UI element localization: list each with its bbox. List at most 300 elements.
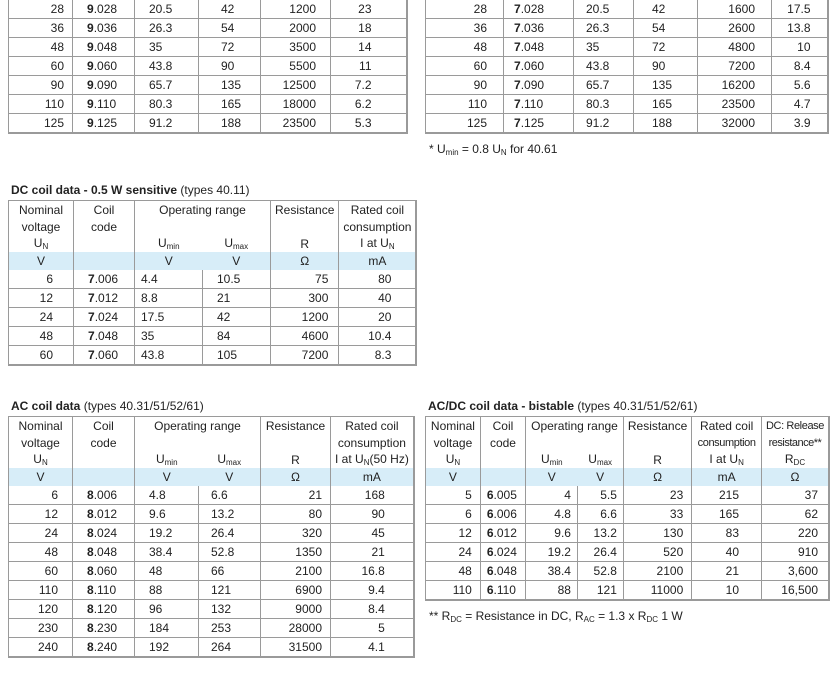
coil-code-suffix: .090 (93, 78, 118, 92)
table-cell: 110 (426, 95, 504, 114)
table-cell: 7200 (698, 57, 772, 76)
table-row (9, 289, 417, 308)
unit-cell: mA (339, 252, 417, 270)
table-cell: 91.2 (574, 114, 634, 134)
table-cell: 54 (634, 19, 698, 38)
table-cell: 75 (271, 270, 339, 289)
table-row (426, 38, 828, 57)
top-right-table (425, 0, 829, 134)
coil-code-prefix: 9 (87, 21, 94, 35)
unit-cell: V (577, 468, 623, 486)
table-cell: 6 (51, 488, 58, 502)
coil-code-cell (73, 600, 135, 619)
table-cell: 4 (526, 486, 578, 505)
unit-cell: mA (331, 468, 414, 486)
coil-code-cell (480, 486, 525, 505)
table-row (426, 0, 828, 19)
table-cell: 253 (199, 619, 261, 638)
table-cell: 48 (426, 38, 504, 57)
coil-code-prefix: 7 (514, 97, 521, 111)
header-operating-range: Operating range (135, 201, 271, 219)
header-rated-coil: Rated coil (692, 417, 762, 435)
table-cell: 48 (9, 327, 74, 346)
coil-code-suffix: .110 (93, 97, 117, 111)
table-cell: 80 (261, 505, 331, 524)
table-cell: 90 (634, 57, 698, 76)
table-cell: 88 (135, 581, 199, 600)
table-cell: 72 (199, 38, 261, 57)
units-row (9, 252, 417, 270)
unit-cell (74, 252, 135, 270)
table-row (426, 19, 828, 38)
coil-code-suffix: .005 (493, 488, 517, 502)
table-cell: 10.4 (339, 327, 417, 346)
table-cell: 28 (473, 2, 487, 16)
coil-code-cell (480, 562, 525, 581)
table-cell: 80 (339, 270, 417, 289)
header-un: $U_N$ (33, 236, 49, 251)
table-cell: 8.4 (772, 57, 828, 76)
table-cell: 32000 (698, 114, 772, 134)
table-cell: 125 (426, 114, 504, 134)
coil-code-suffix: .012 (94, 291, 119, 305)
unit-cell (73, 468, 135, 486)
unit-cell: V (9, 252, 74, 270)
table-cell: 21 (331, 543, 414, 562)
table-cell: 300 (271, 289, 339, 308)
table-cell: 1200 (261, 0, 331, 19)
bistable-title: AC/DC coil data - bistable (types 40.31/51/52/61) (428, 399, 698, 413)
table-row (9, 600, 414, 619)
coil-code-cell (73, 543, 135, 562)
header-umin: $U_{min}$ (135, 235, 203, 252)
table-row (9, 95, 407, 114)
table-cell: 6 (426, 505, 481, 524)
table-cell: 165 (634, 95, 698, 114)
table-cell: 11 (331, 57, 407, 76)
table-cell: 88 (526, 581, 578, 601)
table-cell: 5 (465, 488, 472, 502)
table-row (426, 95, 828, 114)
table-cell: 35 (574, 38, 634, 57)
table-cell: 65.7 (135, 76, 199, 95)
table-row (426, 114, 828, 134)
table-cell: 20.5 (574, 0, 634, 19)
header-rated-coil: Rated coil (331, 417, 414, 435)
table-row (9, 38, 407, 57)
coil-code-suffix: .036 (520, 21, 545, 35)
table-cell: 110 (9, 95, 73, 114)
table-cell: 36 (426, 19, 504, 38)
coil-code-prefix: 7 (514, 116, 521, 130)
table-cell: 43.8 (135, 346, 203, 366)
table-cell: 130 (623, 524, 691, 543)
dc-sensitive-title: DC coil data - 0.5 W sensitive (types 40.11) (11, 183, 250, 197)
umin-footnote: * $U_{min} = 0.8$ $U_N$ for 40.61 (429, 142, 558, 157)
unit-cell: mA (692, 468, 762, 486)
coil-code-prefix: 6 (486, 545, 494, 559)
table-cell: 2100 (261, 562, 331, 581)
header-consumption: consumption (692, 434, 762, 451)
coil-code-suffix: .230 (93, 621, 118, 635)
table-cell: 28 (50, 2, 64, 16)
coil-code-prefix: 6 (486, 583, 494, 597)
coil-code-cell (74, 346, 135, 366)
table-cell: 40 (692, 543, 762, 562)
table-cell: 16.8 (331, 562, 414, 581)
coil-code-prefix: 8 (87, 583, 94, 597)
table-cell: 5500 (261, 57, 331, 76)
header-i: I at $U_N$ (339, 235, 417, 252)
table-cell: 3500 (261, 38, 331, 57)
coil-code-suffix: .028 (520, 2, 545, 16)
table-row (426, 76, 828, 95)
table-row (426, 524, 830, 543)
table-cell: 10 (692, 581, 762, 601)
header-dc-release: DC: Release (762, 417, 830, 435)
header-resistance: Resistance (261, 417, 331, 435)
coil-code-cell (74, 289, 135, 308)
table-row (9, 19, 407, 38)
table-cell: 9.6 (526, 524, 578, 543)
table-cell: 60 (9, 57, 73, 76)
coil-code-suffix: .110 (493, 583, 516, 597)
header-umin: $U_{min}$ (135, 451, 199, 468)
table-row (426, 543, 830, 562)
table-cell: 72 (634, 38, 698, 57)
header-voltage: voltage (433, 435, 473, 450)
table-row (9, 524, 414, 543)
coil-code-prefix: 7 (88, 348, 95, 362)
coil-code-cell (73, 562, 135, 581)
table-cell: 188 (634, 114, 698, 134)
coil-code-suffix: .060 (94, 348, 119, 362)
table-cell: 24 (426, 543, 481, 562)
coil-code-prefix: 9 (87, 2, 94, 16)
table-cell: 21 (203, 289, 271, 308)
coil-code-suffix: .036 (93, 21, 118, 35)
header-i: I at $U_N(50$ Hz) (331, 451, 414, 468)
header-un: $U_N$ (445, 452, 461, 467)
coil-code-suffix: .024 (493, 545, 517, 559)
coil-code-suffix: .012 (93, 507, 118, 521)
table-cell: 23500 (698, 95, 772, 114)
table-cell: 19.2 (526, 543, 578, 562)
header-code: code (480, 434, 525, 451)
table-cell: 12 (9, 505, 73, 524)
table-cell: 5.6 (772, 76, 828, 95)
table-row (9, 308, 417, 327)
table-cell: 48 (426, 562, 481, 581)
table-cell: 10 (772, 38, 828, 57)
bistable-block (425, 399, 830, 624)
header-rated-coil: Rated coil (339, 201, 417, 219)
table-row (9, 346, 417, 366)
coil-code-suffix: .024 (93, 526, 118, 540)
table-cell: 16,500 (762, 581, 830, 601)
dc-sensitive-table (8, 200, 417, 366)
table-cell: 4.1 (331, 638, 414, 658)
table-cell: 6900 (261, 581, 331, 600)
coil-code-prefix: 7 (514, 21, 521, 35)
unit-cell (480, 468, 525, 486)
coil-code-prefix: 8 (87, 507, 94, 521)
table-cell: 135 (634, 76, 698, 95)
header-release-resistance: resistance** (762, 434, 830, 451)
coil-code-prefix: 8 (87, 640, 94, 654)
coil-code-cell (504, 19, 574, 38)
table-cell: 48 (9, 543, 73, 562)
coil-code-cell (74, 308, 135, 327)
table-row (426, 505, 830, 524)
unit-cell: V (199, 468, 261, 486)
unit-cell: V (135, 252, 203, 270)
table-cell: 26.4 (577, 543, 623, 562)
table-cell: 80.3 (135, 95, 199, 114)
unit-cell: V (203, 252, 271, 270)
table-cell: 65.7 (574, 76, 634, 95)
coil-code-prefix: 9 (87, 97, 94, 111)
coil-code-cell (73, 19, 135, 38)
coil-code-suffix: .110 (520, 97, 544, 111)
header-coil: Coil (74, 201, 135, 219)
table-row (426, 562, 830, 581)
coil-code-cell (74, 327, 135, 346)
header-resistance: Resistance (623, 417, 691, 435)
coil-code-prefix: 8 (87, 621, 94, 635)
coil-code-cell (73, 76, 135, 95)
table-cell: 31500 (261, 638, 331, 658)
table-cell: 3,600 (762, 562, 830, 581)
table-cell: 125 (9, 114, 73, 134)
table-cell: 42 (203, 308, 271, 327)
coil-code-prefix: 9 (87, 40, 94, 54)
header-un: $U_N$ (33, 452, 48, 467)
table-cell: 520 (623, 543, 691, 562)
table-cell: 20.5 (135, 0, 199, 19)
table-row (426, 486, 830, 505)
coil-code-prefix: 7 (88, 329, 95, 343)
coil-code-suffix: .125 (93, 116, 118, 130)
table-cell: 13.2 (577, 524, 623, 543)
unit-cell: V (426, 468, 481, 486)
coil-code-suffix: .060 (93, 59, 118, 73)
coil-code-suffix: .048 (94, 329, 119, 343)
table-cell: 12 (426, 524, 481, 543)
coil-code-cell (73, 0, 135, 19)
table-row (426, 581, 830, 601)
table-cell: 110 (9, 581, 73, 600)
coil-code-cell (480, 505, 525, 524)
header-r: R (623, 451, 691, 468)
coil-code-suffix: .006 (493, 507, 517, 521)
table-cell: 40 (339, 289, 417, 308)
table-row (9, 619, 414, 638)
table-cell: 96 (135, 600, 199, 619)
coil-code-cell (73, 486, 135, 505)
header-r: R (261, 451, 331, 468)
table-cell: 62 (762, 505, 830, 524)
table-cell: 1350 (261, 543, 331, 562)
header-nominal: Nominal (430, 418, 475, 433)
table-cell: 23500 (261, 114, 331, 134)
table-cell: 165 (199, 95, 261, 114)
table-cell: 4600 (271, 327, 339, 346)
table-cell: 60 (9, 562, 73, 581)
coil-code-suffix: .012 (493, 526, 517, 540)
table-cell: 12 (9, 289, 74, 308)
table-cell: 18 (331, 19, 407, 38)
coil-code-prefix: 9 (87, 59, 94, 73)
table-row (426, 57, 828, 76)
coil-code-suffix: .090 (520, 78, 545, 92)
coil-code-suffix: .048 (93, 545, 118, 559)
table-cell: 36 (9, 19, 73, 38)
table-cell: 80.3 (574, 95, 634, 114)
table-cell: 60 (426, 57, 504, 76)
ac-coil-title: AC coil data (types 40.31/51/52/61) (11, 399, 204, 413)
header-umax: $U_{max}$ (217, 452, 242, 467)
table-cell: 220 (762, 524, 830, 543)
table-cell: 184 (135, 619, 199, 638)
table-cell: 2600 (698, 19, 772, 38)
table-cell: 43.8 (574, 57, 634, 76)
unit-cell: Ω (271, 252, 339, 270)
coil-code-prefix: 8 (87, 602, 94, 616)
table-cell: 121 (577, 581, 623, 601)
table-cell: 264 (199, 638, 261, 658)
table-row (9, 543, 414, 562)
table-cell: 52.8 (199, 543, 261, 562)
table-cell: 5.3 (331, 114, 407, 134)
table-cell: 6.6 (577, 505, 623, 524)
table-cell: 37 (762, 486, 830, 505)
table-cell: 16200 (698, 76, 772, 95)
coil-code-suffix: .240 (93, 640, 118, 654)
coil-code-prefix: 7 (514, 59, 521, 73)
table-cell: 21 (261, 486, 331, 505)
table-cell: 230 (9, 619, 73, 638)
rdc-footnote: ** $R_{DC}$ = Resistance in DC, $R_{AC} = 1.3$ x $R_{DC}$ 1 W (429, 609, 683, 624)
table-cell: 24 (9, 524, 73, 543)
table-cell: 7.2 (331, 76, 407, 95)
table-cell: 91.2 (135, 114, 199, 134)
table-cell: 9.6 (135, 505, 199, 524)
table-cell: 4.4 (135, 270, 203, 289)
unit-cell: V (9, 468, 73, 486)
table-cell: 1600 (698, 0, 772, 19)
coil-code-suffix: .125 (520, 116, 545, 130)
coil-code-cell (480, 581, 525, 601)
table-cell: 66 (199, 562, 261, 581)
table-cell: 2000 (261, 19, 331, 38)
coil-code-cell (480, 543, 525, 562)
table-cell: 6.6 (199, 486, 261, 505)
table-cell: 38.4 (526, 562, 578, 581)
coil-code-cell (73, 57, 135, 76)
table-cell: 168 (331, 486, 414, 505)
coil-code-prefix: 8 (87, 488, 94, 502)
table-cell: 48 (9, 38, 73, 57)
table-cell: 20 (339, 308, 417, 327)
table-cell: 33 (623, 505, 691, 524)
header-operating-range: Operating range (526, 417, 624, 435)
table-cell: 910 (762, 543, 830, 562)
table-cell: 90 (426, 76, 504, 95)
coil-code-cell (73, 38, 135, 57)
coil-code-prefix: 7 (88, 291, 95, 305)
table-cell: 3.9 (772, 114, 828, 134)
table-row (9, 505, 414, 524)
header-nominal: Nominal (18, 202, 63, 217)
coil-code-cell (504, 57, 574, 76)
table-cell: 4.7 (772, 95, 828, 114)
table-cell: 9000 (261, 600, 331, 619)
table-cell: 4.8 (526, 505, 578, 524)
table-cell: 24 (9, 308, 74, 327)
table-cell: 7200 (271, 346, 339, 366)
header-code: code (73, 434, 135, 451)
table-row (9, 57, 407, 76)
table-cell: 14 (331, 38, 407, 57)
table-cell: 23 (623, 486, 691, 505)
header-coil: Coil (480, 417, 525, 435)
coil-code-cell (73, 619, 135, 638)
header-consumption: consumption (331, 434, 414, 451)
coil-code-suffix: .006 (93, 488, 118, 502)
header-r: R (271, 235, 339, 252)
coil-code-prefix: 6 (486, 507, 494, 521)
table-cell: 17.5 (772, 0, 828, 19)
table-cell: 18000 (261, 95, 331, 114)
coil-code-cell (504, 76, 574, 95)
table-row (9, 0, 407, 19)
coil-code-cell (73, 638, 135, 658)
coil-code-prefix: 7 (514, 40, 521, 54)
coil-code-cell (504, 38, 574, 57)
table-cell: 90 (199, 57, 261, 76)
header-consumption: consumption (339, 218, 417, 235)
table-cell: 5.5 (577, 486, 623, 505)
table-cell: 42 (199, 0, 261, 19)
table-cell: 90 (9, 76, 73, 95)
table-cell: 8.8 (135, 289, 203, 308)
dc-sensitive-block (8, 183, 417, 366)
table-cell: 8.4 (331, 600, 414, 619)
coil-code-prefix: 7 (514, 2, 521, 16)
coil-code-prefix: 6 (486, 526, 494, 540)
units-row (9, 468, 414, 486)
ac-coil-table (8, 416, 415, 658)
coil-code-cell (73, 505, 135, 524)
coil-code-cell (480, 524, 525, 543)
table-cell: 135 (199, 76, 261, 95)
table-cell: 188 (199, 114, 261, 134)
top-left-table-block (8, 0, 408, 134)
table-cell: 4800 (698, 38, 772, 57)
table-cell: 45 (331, 524, 414, 543)
coil-code-suffix: .028 (93, 2, 118, 16)
coil-code-suffix: .060 (520, 59, 545, 73)
header-rdc: $R_{DC}$ (762, 451, 830, 468)
header-umax: $U_{max}$ (588, 452, 613, 467)
header-code: code (74, 218, 135, 235)
coil-code-prefix: 7 (88, 272, 95, 286)
coil-code-prefix: 6 (486, 488, 494, 502)
table-row (9, 638, 414, 658)
coil-code-prefix: 8 (87, 526, 94, 540)
coil-code-cell (73, 524, 135, 543)
